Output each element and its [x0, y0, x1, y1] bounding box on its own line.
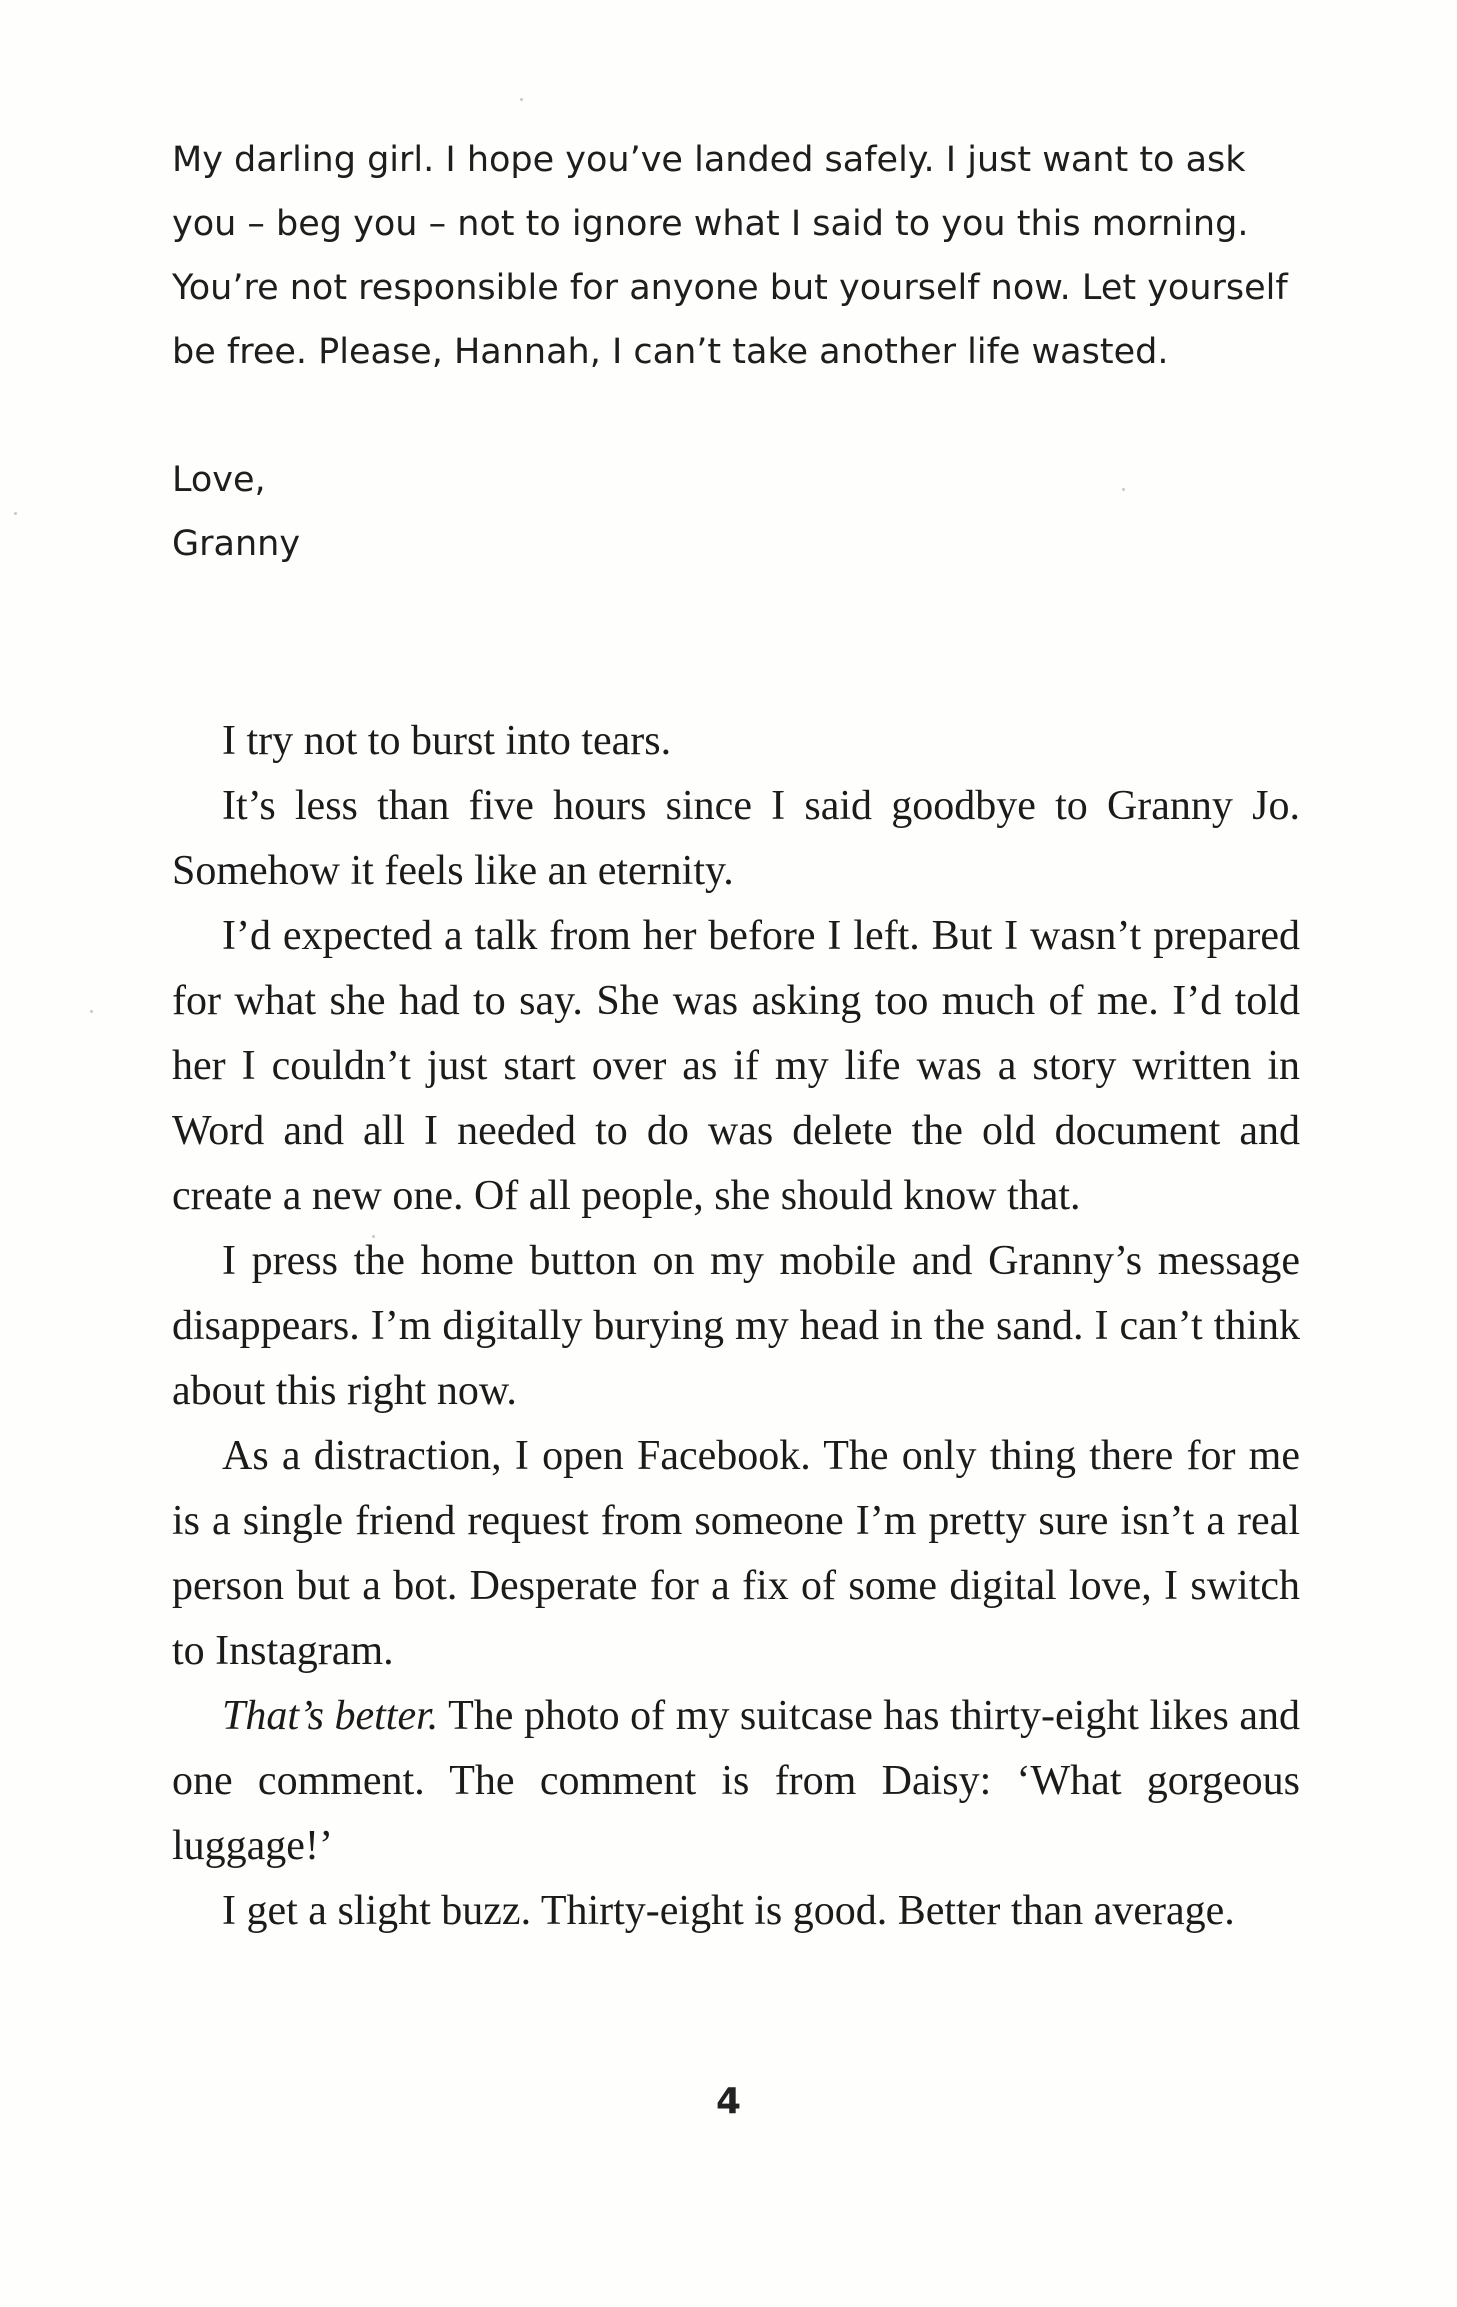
- paper-speck: [14, 512, 17, 515]
- letter-body: My darling girl. I hope you’ve landed safely. I just want to ask you – beg you – not to ignore what I said to you this morning. You’re not responsible for anyone but yourself now. Let yourself be free. Please, Hannah, I can’t take another life wasted.: [172, 140, 1288, 372]
- text-message-letter: [172, 128, 1297, 576]
- paragraph: I get a slight buzz. Thirty-eight is good. Better than average.: [222, 1888, 1235, 1934]
- paragraph-continuation: The photo of my suitcase has thirty-eight likes and one comment. The comment is from Daisy: ‘What gorgeous luggage!’: [172, 1693, 1300, 1869]
- letter-signature: Granny: [172, 524, 301, 564]
- paragraph: I’d expected a talk from her before I left. But I wasn’t prepared for what she had to say. She was asking too much of me. I’d told her I couldn’t just start over as if my life was a story written in Word and all I needed to do was delete the old document and create a new one. Of all people, she should know that.: [172, 913, 1300, 1219]
- paragraph: I try not to burst into tears.: [222, 718, 672, 764]
- narrative-text: [172, 709, 1300, 1944]
- paper-speck: [90, 1010, 93, 1013]
- paragraph: It’s less than five hours since I said goodbye to Granny Jo. Somehow it feels like an eternity.: [172, 783, 1300, 894]
- paragraph: [172, 1684, 1300, 1879]
- paragraph: As a distraction, I open Facebook. The only thing there for me is a single friend request from someone I’m pretty sure isn’t a real person but a bot. Desperate for a fix of some digital love, I switch to Instagram.: [172, 1433, 1300, 1674]
- paper-speck: [520, 98, 523, 101]
- letter-closing: Love,: [172, 460, 266, 500]
- paragraph: I press the home button on my mobile and Granny’s message disappears. I’m digitally burying my head in the sand. I can’t think about this right now.: [172, 1238, 1300, 1414]
- italic-phrase: That’s better.: [222, 1693, 439, 1739]
- page-number: 4: [715, 2081, 742, 2122]
